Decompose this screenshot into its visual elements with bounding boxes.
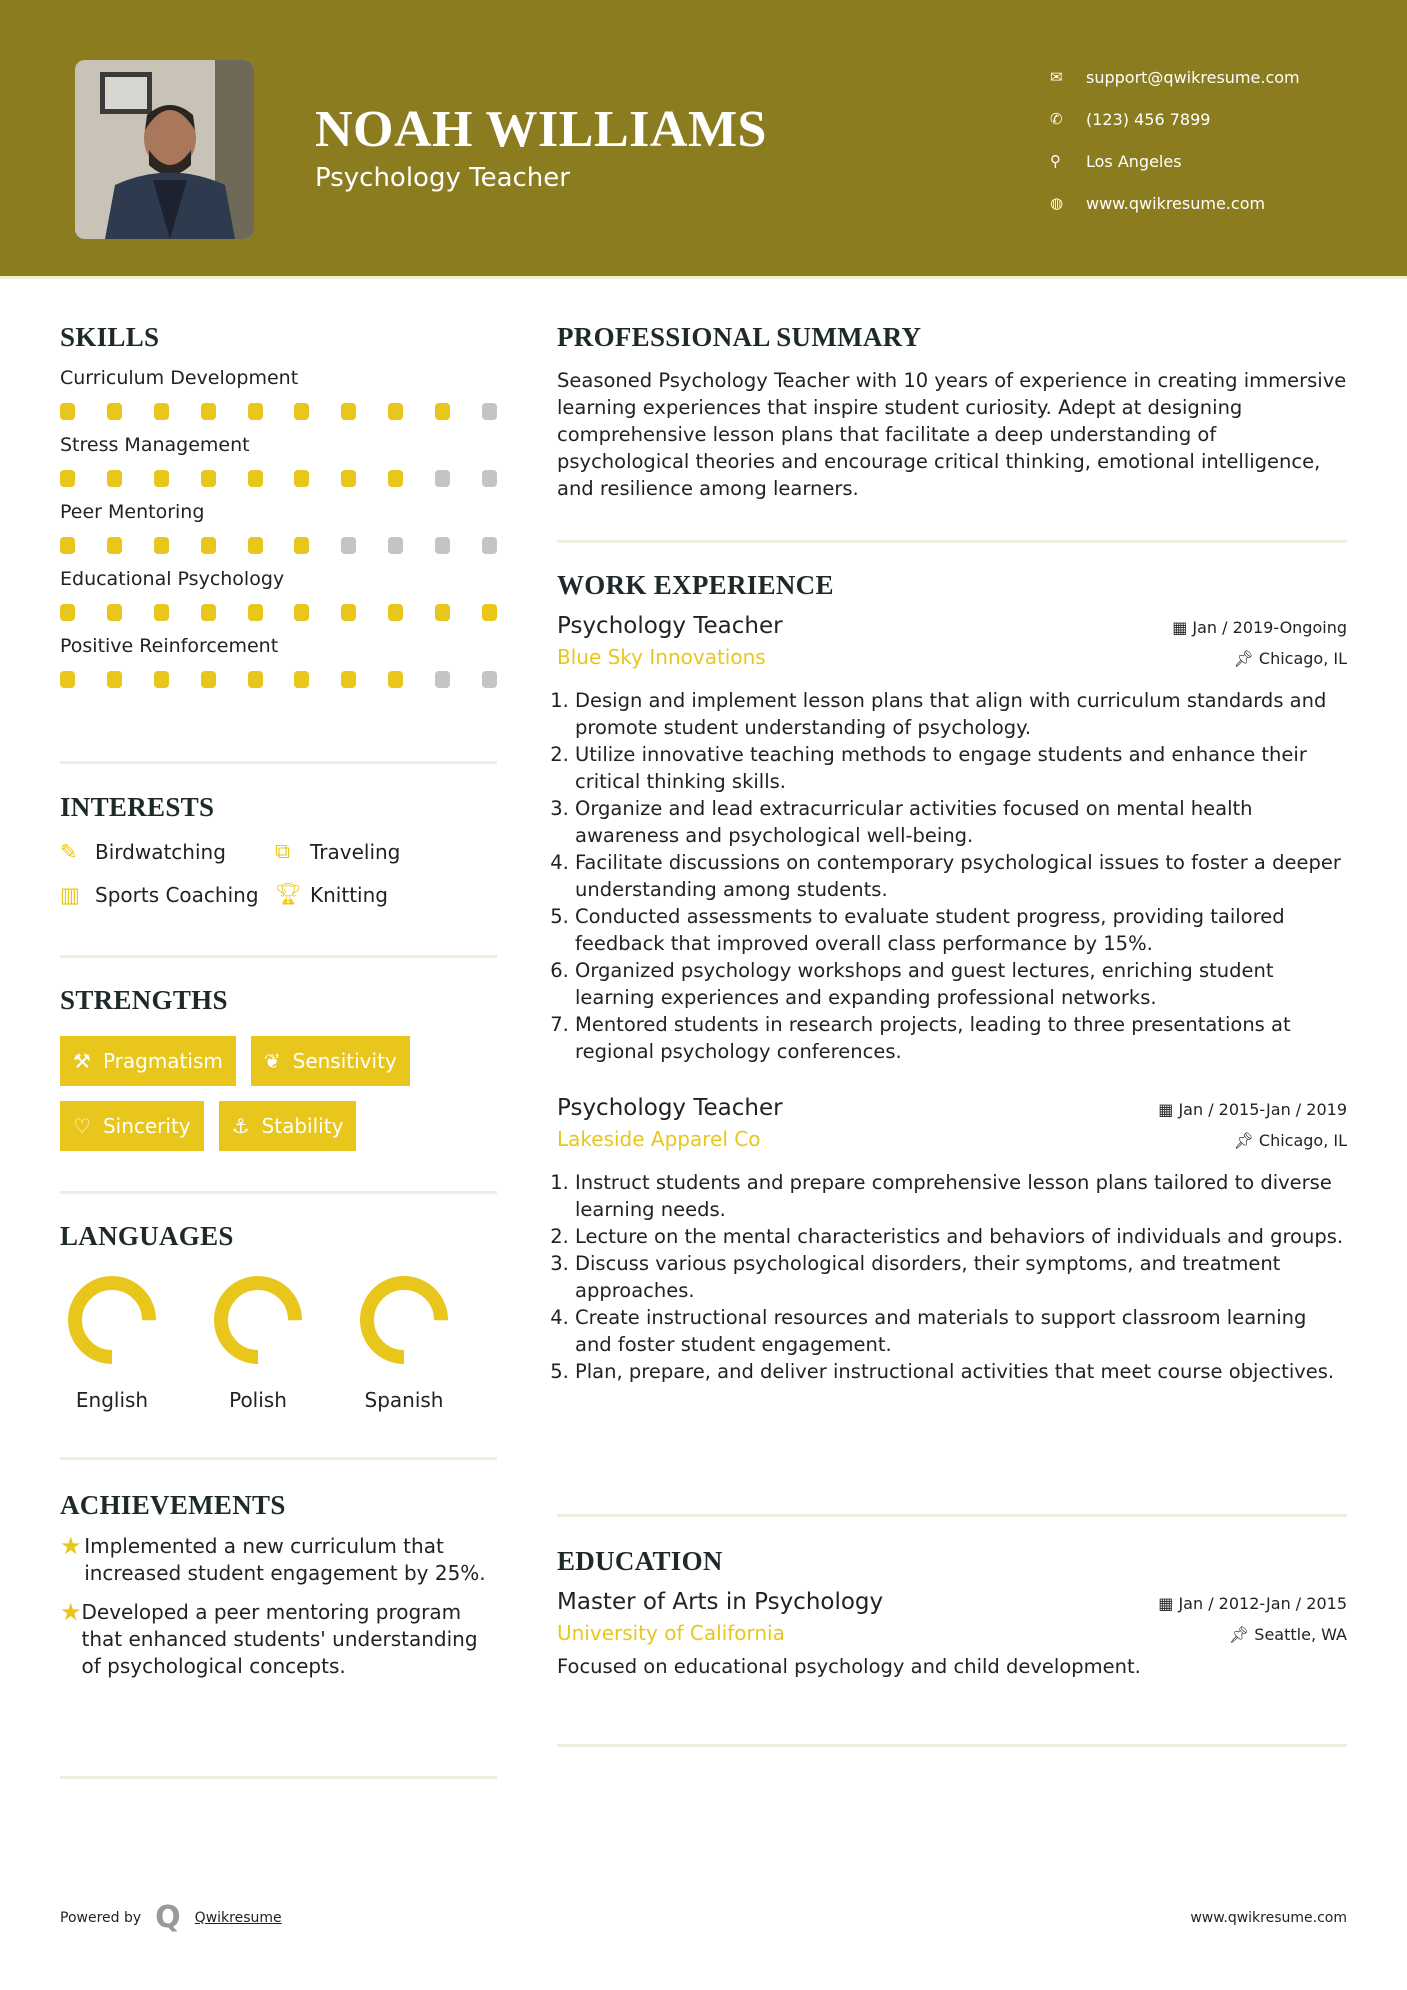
powered-by-label: Powered by: [60, 1909, 142, 1926]
language-arc: [221, 1283, 295, 1357]
rating-dot-empty: [388, 537, 403, 554]
company-name: Blue Sky Innovations: [557, 645, 766, 669]
achievements-section: [60, 1490, 497, 1680]
qwikresume-logo-icon: Q: [155, 1900, 181, 1935]
header-divider: [0, 276, 1407, 279]
contact-phone[interactable]: [1050, 98, 1300, 140]
contact-text: Los Angeles: [1086, 151, 1182, 171]
contact-list: [1050, 56, 1300, 224]
strength-label: Sensitivity: [292, 1049, 397, 1073]
rating-dot-empty: [482, 470, 497, 487]
job-date: [1158, 1100, 1347, 1119]
rating-dot-filled: [248, 604, 263, 621]
job-subheader: [557, 1127, 1347, 1151]
section-heading: STRENGTHS: [60, 985, 228, 1015]
skill-label: Stress Management: [60, 434, 250, 456]
rating-dot-empty: [435, 537, 450, 554]
contact-text: support@qwikresume.com: [1086, 67, 1300, 87]
responsibility-item: 5. Conducted assessments to evaluate student progress, providing tailored feedback that improved overall class performance by 15%.: [575, 903, 1347, 957]
achievement-item: [60, 1599, 497, 1680]
strengths-section: [60, 985, 497, 1151]
rating-dot-empty: [482, 671, 497, 688]
rating-dot-empty: [341, 537, 356, 554]
interest-label: Sports Coaching: [95, 882, 259, 907]
language-item: [39, 1274, 185, 1412]
strength-label: Sincerity: [102, 1114, 191, 1138]
skill-label: Positive Reinforcement: [60, 635, 279, 657]
language-item: [185, 1274, 331, 1412]
strength-badge: [251, 1036, 410, 1086]
rating-dot-filled: [201, 403, 216, 420]
envelope-icon: ✉: [1050, 68, 1063, 86]
section-heading: INTERESTS: [60, 792, 215, 822]
job-entry: [557, 613, 1347, 1065]
interests-section: [60, 792, 497, 907]
location-text: Seattle, WA: [1254, 1625, 1347, 1644]
job-entry: [557, 1095, 1347, 1385]
language-proficiency-ring: [66, 1274, 158, 1366]
skill-item: [60, 367, 497, 420]
section-heading: WORK EXPERIENCE: [557, 570, 834, 600]
responsibility-item: 2. Utilize innovative teaching methods to engage students and enhance their critical thinking skills.: [575, 741, 1347, 795]
interest-item: [60, 882, 275, 907]
education-section: [557, 1546, 1347, 1680]
rating-dot-filled: [388, 604, 403, 621]
job-location: [1233, 1131, 1347, 1150]
responsibility-item: 4. Facilitate discussions on contemporary psychological issues to foster a deeper understanding among students.: [575, 849, 1347, 903]
strength-label: Pragmatism: [102, 1049, 223, 1073]
rating-dot-filled: [341, 604, 356, 621]
candidate-name: NOAH WILLIAMS: [315, 101, 767, 158]
footer: [60, 1900, 1347, 1935]
skill-label: Peer Mentoring: [60, 501, 205, 523]
rating-dot-empty: [482, 537, 497, 554]
rating-dot-filled: [294, 537, 309, 554]
rating-dot-empty: [435, 671, 450, 688]
rating-dot-filled: [154, 537, 169, 554]
strength-badge: [219, 1101, 357, 1151]
rating-dot-filled: [60, 537, 75, 554]
map-pin-icon: ⚲: [1050, 152, 1061, 170]
contact-website[interactable]: [1050, 182, 1300, 224]
responsibility-item: 7. Mentored students in research projects, leading to three presentations at regional psychology conferences.: [575, 1011, 1347, 1065]
skill-rating: [60, 403, 497, 420]
edit-icon: ✎: [60, 839, 78, 864]
rating-dot-filled: [482, 604, 497, 621]
job-location: [1233, 649, 1347, 668]
location-text: Chicago, IL: [1258, 649, 1347, 668]
rating-dot-filled: [60, 671, 75, 688]
skills-section: [60, 322, 497, 688]
star-icon: ★: [60, 1598, 82, 1626]
language-arc: [367, 1283, 441, 1357]
brand-link[interactable]: Qwikresume: [194, 1909, 282, 1926]
responsibility-item: 1. Design and implement lesson plans that align with curriculum standards and promote student understanding of psychology.: [575, 687, 1347, 741]
rating-dot-filled: [435, 604, 450, 621]
language-name: English: [75, 1388, 149, 1412]
phone-icon: ✆: [1050, 110, 1063, 128]
leaf-icon: ❦: [263, 1049, 281, 1073]
achievement-text: Implemented a new curriculum that increased student engagement by 25%.: [84, 1534, 486, 1585]
rating-dot-filled: [248, 537, 263, 554]
language-proficiency-ring: [212, 1274, 304, 1366]
company-name: Lakeside Apparel Co: [557, 1127, 761, 1151]
section-heading: PROFESSIONAL SUMMARY: [557, 322, 922, 352]
section-heading: ACHIEVEMENTS: [60, 1490, 286, 1520]
location-text: Chicago, IL: [1258, 1131, 1347, 1150]
job-subheader: [557, 645, 1347, 669]
rating-dot-filled: [294, 470, 309, 487]
pin-icon: 📌︎: [1228, 1625, 1255, 1644]
rating-dot-filled: [388, 470, 403, 487]
language-proficiency-ring: [358, 1274, 450, 1366]
job-title: Psychology Teacher: [557, 1095, 783, 1121]
school-name: University of California: [557, 1621, 785, 1645]
interest-label: Birdwatching: [95, 839, 226, 864]
divider: [60, 1457, 497, 1460]
divider: [557, 1744, 1347, 1747]
education-description: Focused on educational psychology and child development.: [557, 1655, 1141, 1678]
date-text: Jan / 2019-Ongoing: [1192, 618, 1347, 637]
rating-dot-empty: [435, 470, 450, 487]
divider: [60, 761, 497, 764]
suitcase-icon: ▥: [60, 882, 80, 907]
divider: [60, 1191, 497, 1194]
rating-dot-filled: [341, 671, 356, 688]
strength-badge: [60, 1101, 204, 1151]
divider: [60, 955, 497, 958]
skill-item: [60, 434, 497, 487]
date-text: Jan / 2015-Jan / 2019: [1178, 1100, 1347, 1119]
skill-rating: [60, 671, 497, 688]
rating-dot-filled: [388, 671, 403, 688]
responsibility-item: 3. Organize and lead extracurricular activities focused on mental health awareness and psychological well-being.: [575, 795, 1347, 849]
interest-label: Traveling: [310, 839, 401, 864]
language-arc: [75, 1283, 149, 1357]
rating-dot-filled: [341, 470, 356, 487]
job-header: [557, 1095, 1347, 1121]
job-responsibilities: [557, 1169, 1347, 1385]
interest-label: Knitting: [310, 882, 388, 907]
powered-by: [60, 1900, 282, 1935]
pin-icon: 📌︎: [1233, 649, 1259, 668]
profile-photo: [75, 60, 254, 239]
job-date: [1172, 618, 1347, 637]
rating-dot-filled: [201, 470, 216, 487]
contact-location: [1050, 140, 1300, 182]
skill-label: Curriculum Development: [60, 367, 299, 389]
rating-dot-filled: [107, 671, 122, 688]
job-title: Psychology Teacher: [557, 613, 783, 639]
achievement-text: Developed a peer mentoring program that enhanced students' understanding of psychological concepts.: [81, 1600, 478, 1678]
skill-rating: [60, 470, 497, 487]
rating-dot-filled: [154, 671, 169, 688]
section-heading: EDUCATION: [557, 1546, 723, 1576]
heart-icon: ♡: [73, 1114, 91, 1138]
rating-dot-filled: [388, 403, 403, 420]
skill-label: Educational Psychology: [60, 568, 285, 590]
summary-section: [557, 322, 1347, 502]
calendar-icon: ▦: [1158, 1100, 1179, 1119]
rating-dot-filled: [341, 403, 356, 420]
job-responsibilities: [557, 687, 1347, 1065]
pin-icon: 📌︎: [1233, 1131, 1259, 1150]
date-text: Jan / 2012-Jan / 2015: [1178, 1594, 1347, 1613]
rating-dot-filled: [154, 403, 169, 420]
section-heading: LANGUAGES: [60, 1221, 234, 1251]
achievement-item: [60, 1533, 497, 1587]
job-header: [557, 613, 1347, 639]
summary-text: Seasoned Psychology Teacher with 10 years of experience in creating immersive learning experiences that inspire student curiosity. Adept at designing comprehensive lesson plans that facilitate a deep understanding of psychological theories and encourage critical thinking, emotional intelligence, and resilience among learners.: [557, 369, 1347, 500]
responsibility-item: 3. Discuss various psychological disorders, their symptoms, and treatment approaches.: [575, 1250, 1347, 1304]
rating-dot-filled: [154, 470, 169, 487]
responsibility-item: 2. Lecture on the mental characteristics and behaviors of individuals and groups.: [575, 1223, 1347, 1250]
rating-dot-filled: [248, 470, 263, 487]
education-date: [1158, 1594, 1347, 1613]
rating-dot-empty: [482, 403, 497, 420]
star-icon: ★: [60, 1532, 82, 1560]
calendar-icon: ▦: [1158, 1594, 1179, 1613]
skill-item: [60, 501, 497, 554]
education-location: [1229, 1625, 1347, 1644]
rating-dot-filled: [248, 403, 263, 420]
rating-dot-filled: [107, 604, 122, 621]
language-name: Polish: [229, 1388, 287, 1412]
rating-dot-filled: [201, 604, 216, 621]
degree-title: Master of Arts in Psychology: [557, 1589, 884, 1615]
rating-dot-filled: [107, 470, 122, 487]
skill-rating: [60, 537, 497, 554]
divider: [60, 1776, 497, 1779]
interest-item: [275, 882, 475, 907]
divider: [557, 540, 1347, 543]
languages-section: [60, 1221, 497, 1412]
rating-dot-filled: [201, 671, 216, 688]
calendar-icon: ▦: [1172, 618, 1193, 637]
skill-rating: [60, 604, 497, 621]
binoculars-icon: ⧉: [275, 839, 290, 863]
divider: [557, 1514, 1347, 1517]
responsibility-item: 5. Plan, prepare, and deliver instructional activities that meet course objectives.: [575, 1358, 1347, 1385]
language-item: [331, 1274, 477, 1412]
interest-item: [275, 839, 475, 864]
section-heading: SKILLS: [60, 322, 160, 352]
gavel-icon: ⚒: [73, 1049, 91, 1073]
rating-dot-filled: [294, 403, 309, 420]
rating-dot-filled: [201, 537, 216, 554]
rating-dot-filled: [294, 604, 309, 621]
anchor-icon: ⚓: [231, 1114, 250, 1138]
rating-dot-filled: [107, 403, 122, 420]
trophy-icon: 🏆︎: [275, 882, 302, 906]
responsibility-item: 1. Instruct students and prepare comprehensive lesson plans tailored to diverse learning needs.: [575, 1169, 1347, 1223]
language-name: Spanish: [364, 1388, 444, 1412]
contact-text: www.qwikresume.com: [1086, 193, 1266, 213]
footer-website-link[interactable]: www.qwikresume.com: [1190, 1909, 1347, 1926]
rating-dot-filled: [60, 403, 75, 420]
strength-badge: [60, 1036, 236, 1086]
work-experience-section: [557, 570, 1347, 1385]
skill-item: [60, 635, 497, 688]
interest-item: [60, 839, 275, 864]
skill-item: [60, 568, 497, 621]
candidate-title: Psychology Teacher: [315, 163, 570, 193]
contact-text: (123) 456 7899: [1086, 109, 1211, 129]
rating-dot-filled: [107, 537, 122, 554]
rating-dot-filled: [248, 671, 263, 688]
rating-dot-filled: [294, 671, 309, 688]
contact-email[interactable]: [1050, 56, 1300, 98]
responsibility-item: 4. Create instructional resources and materials to support classroom learning and foster student engagement.: [575, 1304, 1347, 1358]
globe-icon: ◍: [1050, 194, 1064, 212]
responsibility-item: 6. Organized psychology workshops and guest lectures, enriching student learning experiences and expanding professional networks.: [575, 957, 1347, 1011]
rating-dot-filled: [154, 604, 169, 621]
rating-dot-filled: [435, 403, 450, 420]
rating-dot-filled: [60, 470, 75, 487]
strength-label: Stability: [261, 1114, 344, 1138]
rating-dot-filled: [60, 604, 75, 621]
